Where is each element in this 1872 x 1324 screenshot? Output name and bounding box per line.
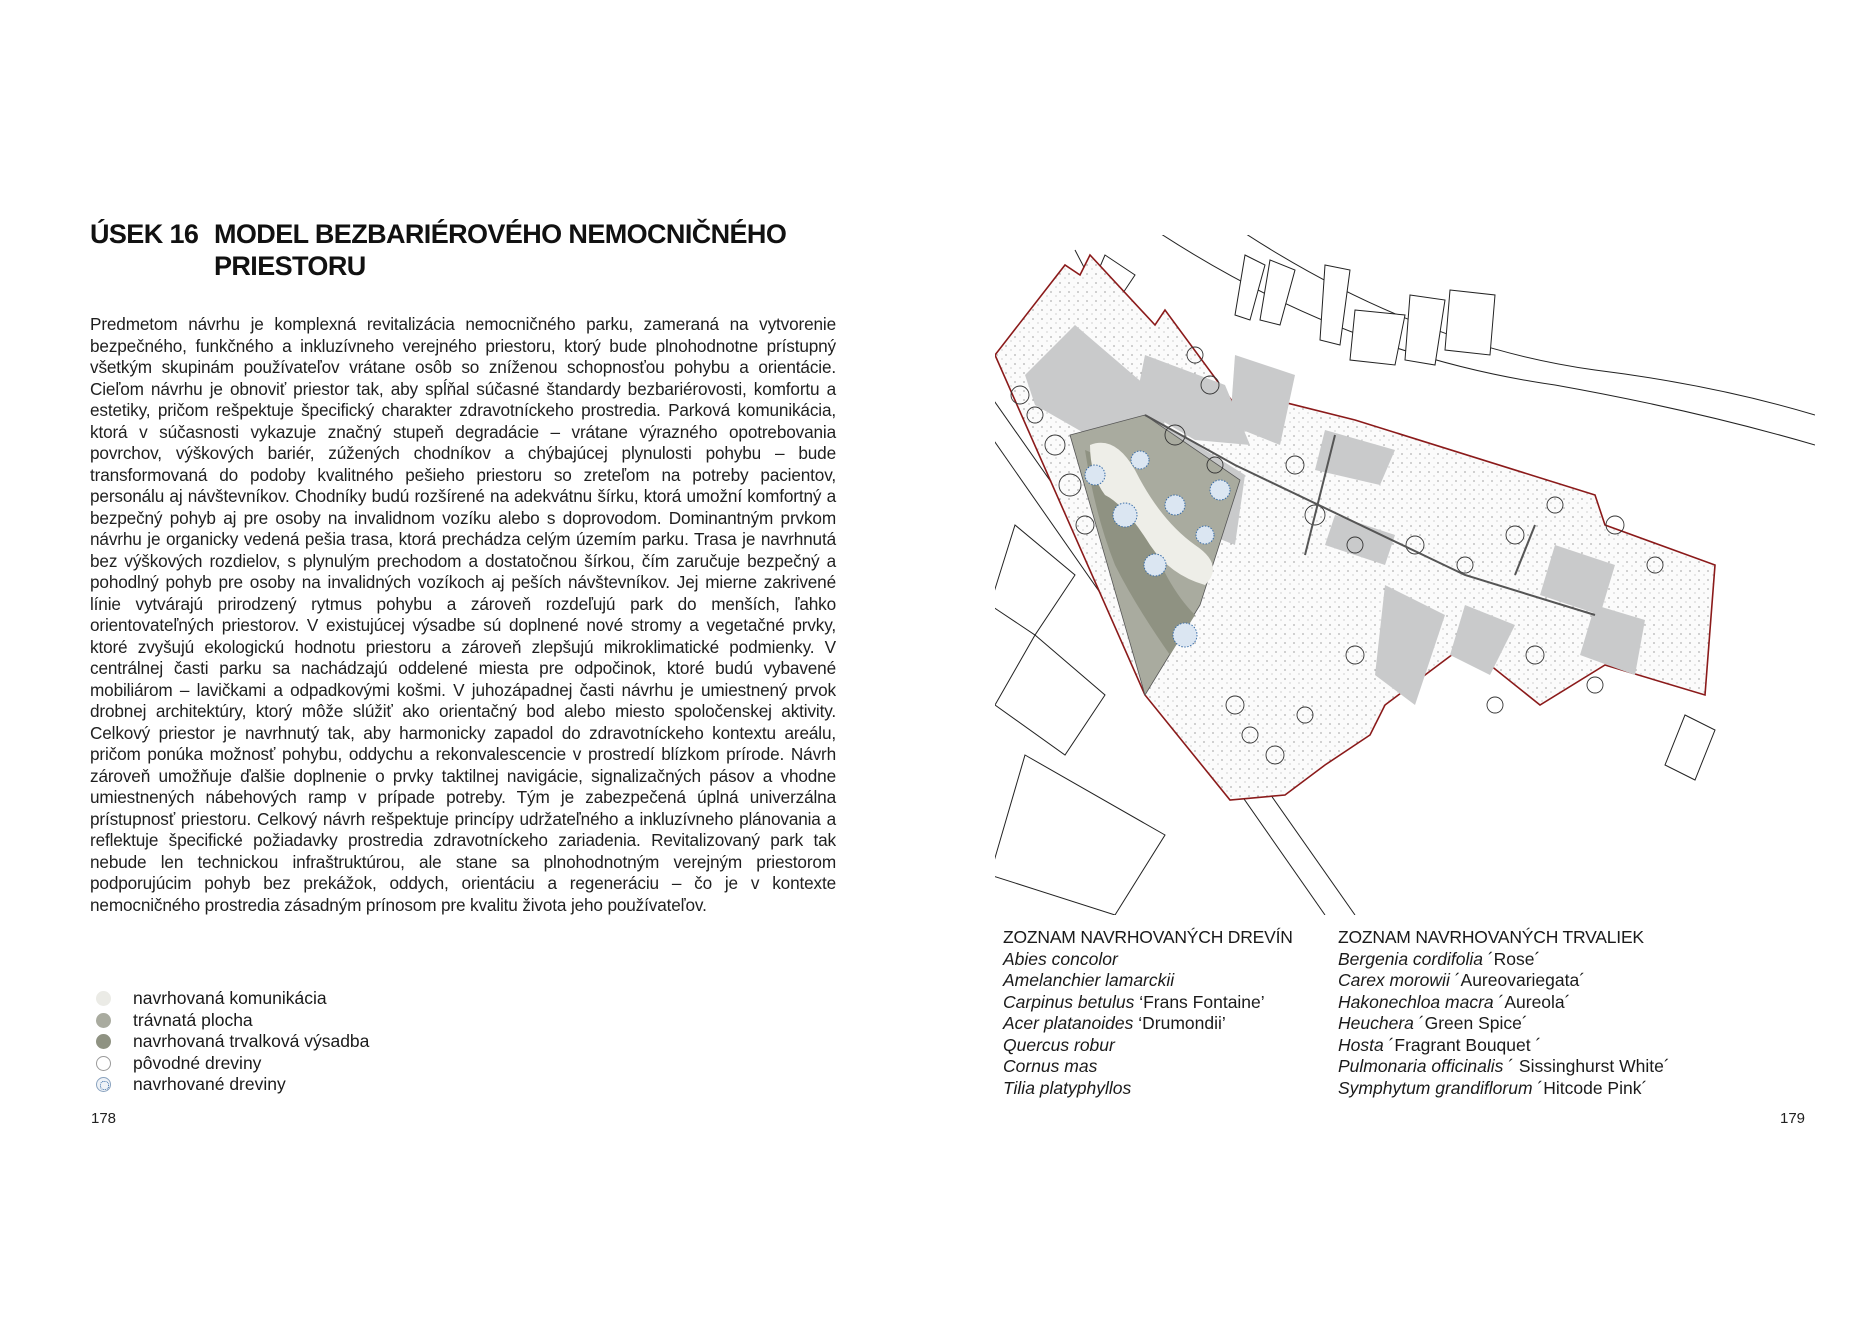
legend-label: pôvodné dreviny xyxy=(133,1052,262,1073)
legend-label: navrhovaná trvalková výsadba xyxy=(133,1031,370,1051)
title-line-1: MODEL BEZBARIÉROVÉHO NEMOCNIČNÉHO xyxy=(214,219,787,249)
perennials-list xyxy=(1338,927,1670,1099)
tree-item: Abies concolor xyxy=(1003,948,1118,969)
perennial-item: Hakonechloa macra ´Aureola´ xyxy=(1338,991,1571,1012)
map-legend xyxy=(96,988,369,1096)
perennial-item: Bergenia cordifolia ´Rose´ xyxy=(1338,948,1541,969)
pathway-swatch-icon xyxy=(96,991,111,1006)
legend-label: navrhovaná komunikácia xyxy=(133,988,327,1008)
legend-item-pathway xyxy=(96,988,369,1010)
legend-item-grass xyxy=(96,1010,369,1032)
trees-list-heading: ZOZNAM NAVRHOVANÝCH DREVÍN xyxy=(1003,927,1293,947)
section-number: ÚSEK 16 xyxy=(90,219,199,249)
body-paragraph: Predmetom návrhu je komplexná revitalizácia nemocničného parku, zameraná na vytvorenie bezpečného, funkčného a inkluzívneho verejného priestoru, ktorý bude plnohodnotne prístupný všetkým skupinám používateľov vrátane osôb so zníženou schopnosťou pohybu a orientácie. Cieľom návrhu je obnoviť priestor tak, aby spĺňal súčasné štandardy bezbariérovosti, komfortu a estetiky, pričom rešpektuje špecifický charakter zdravotníckeho prostredia. Parková komunikácia, ktorá v súčasnosti vykazuje značný stupeň degradácie – vrátane výrazného opotrebovania povrchov, výškových bariér, zúžených chodníkov a chýbajúcej plynulosti pohybu – bude transformovaná do podoby kvalitného pešieho priestoru so zreteľom na potreby pacientov, personálu aj návštevníkov. Chodníky budú rozšírené na adekvátnu šírku, ktorá umožní komfortný a bezpečný pohyb aj pre osoby na invalidnom vozíku alebo s doprovodom. Dominantným prvkom návrhu je organicky vedená pešia trasa, ktorá prechádza celým územím parku. Trasa je navrhnutá bez výškových rozdielov, s plynulým prechodom a dostatočnou šírkou, čím zaručuje bezpečný a pohodlný pohyb pre osoby na invalidných vozíkoch aj peších návštevníkov. Jej mierne zakrivené línie vytvárajú prirodzený rytmus pohybu a zároveň rozdeľujú park do menších, ľahko orientovateľných priestorov. V existujúcej výsadbe sú doplnené nové stromy a vegetačné prvky, ktoré zvyšujú ekologickú hodnotu priestoru a zároveň zlepšujú mikroklimatické podmienky. V centrálnej časti parku sa nachádzajú oddelené miesta pre odpočinok, ktoré budú vybavené mobiliárom – lavičkami a odpadkovými košmi. V juhozápadnej časti návrhu je umiestnený prvok drobnej architektúry, ktorý môže slúžiť ako orientačný bod alebo miesto spoločenskej aktivity. Celkový priestor je navrhnutý tak, aby harmonicky zapadol do zdravotníckeho kontextu areálu, pričom ponúka možnosť pohybu, oddychu a rekonvalescencie v prostredí blízkom prírode. Návrh zároveň umožňuje ďalšie doplnenie o prvky taktilnej navigácie, signalizačných pásov a vhodne umiestnených nábehových ramp v prípade potreby. Tým je zabezpečená úplná univerzálna prístupnosť priestoru. Celkový návrh rešpektuje princípy udržateľného a inkluzívneho plánovania a reflektuje špecifické požiadavky prostredia zdravotníckeho zariadenia. Revitalizovaný park tak nebude len technickou infraštruktúrou, ale stane sa plnohodnotným verejným priestorom podporujúcim pohyb bez prekážok, oddych, orientáciu a regeneráciu – čo je v kontexte nemocničného prostredia zásadným prínosom pre kvalitu života jeho používateľov. xyxy=(90,314,836,915)
legend-label: trávnatá plocha xyxy=(133,1009,253,1030)
legend-label: navrhované dreviny xyxy=(133,1074,286,1094)
perennials-list-heading: ZOZNAM NAVRHOVANÝCH TRVALIEK xyxy=(1338,927,1644,947)
legend-item-perennials xyxy=(96,1031,369,1053)
perennial-item: Hosta ´Fragrant Bouquet ´ xyxy=(1338,1034,1542,1055)
tree-item: Tilia platyphyllos xyxy=(1003,1077,1132,1098)
new-tree-icon xyxy=(96,1077,111,1092)
title-line-2: PRIESTORU xyxy=(214,251,366,281)
perennial-item: Pulmonaria officinalis ´ Sissinghurst White´ xyxy=(1338,1056,1670,1076)
perennial-item: Carex morowii ´Aureovariegata´ xyxy=(1338,970,1586,990)
trees-list xyxy=(1003,927,1293,1099)
page-number-right: 179 xyxy=(1780,1110,1806,1127)
perennials-swatch-icon xyxy=(96,1034,111,1049)
perennial-item: Heuchera ´Green Spice´ xyxy=(1338,1013,1528,1033)
tree-item: Cornus mas xyxy=(1003,1056,1098,1076)
tree-item: Carpinus betulus ‘Frans Fontaine’ xyxy=(1003,991,1265,1012)
tree-item: Quercus robur xyxy=(1003,1034,1115,1055)
legend-item-new-trees xyxy=(96,1074,369,1096)
tree-item: Amelanchier lamarckii xyxy=(1003,970,1175,990)
legend-item-existing-trees xyxy=(96,1053,369,1075)
section-title xyxy=(90,218,786,282)
page-number-left: 178 xyxy=(91,1110,117,1127)
perennial-item: Symphytum grandiflorum ´Hitcode Pink´ xyxy=(1338,1077,1648,1098)
tree-item: Acer platanoides ‘Drumondii’ xyxy=(1003,1013,1226,1033)
grass-swatch-icon xyxy=(96,1013,111,1028)
site-plan-map xyxy=(995,235,1815,915)
existing-tree-icon xyxy=(96,1056,111,1071)
